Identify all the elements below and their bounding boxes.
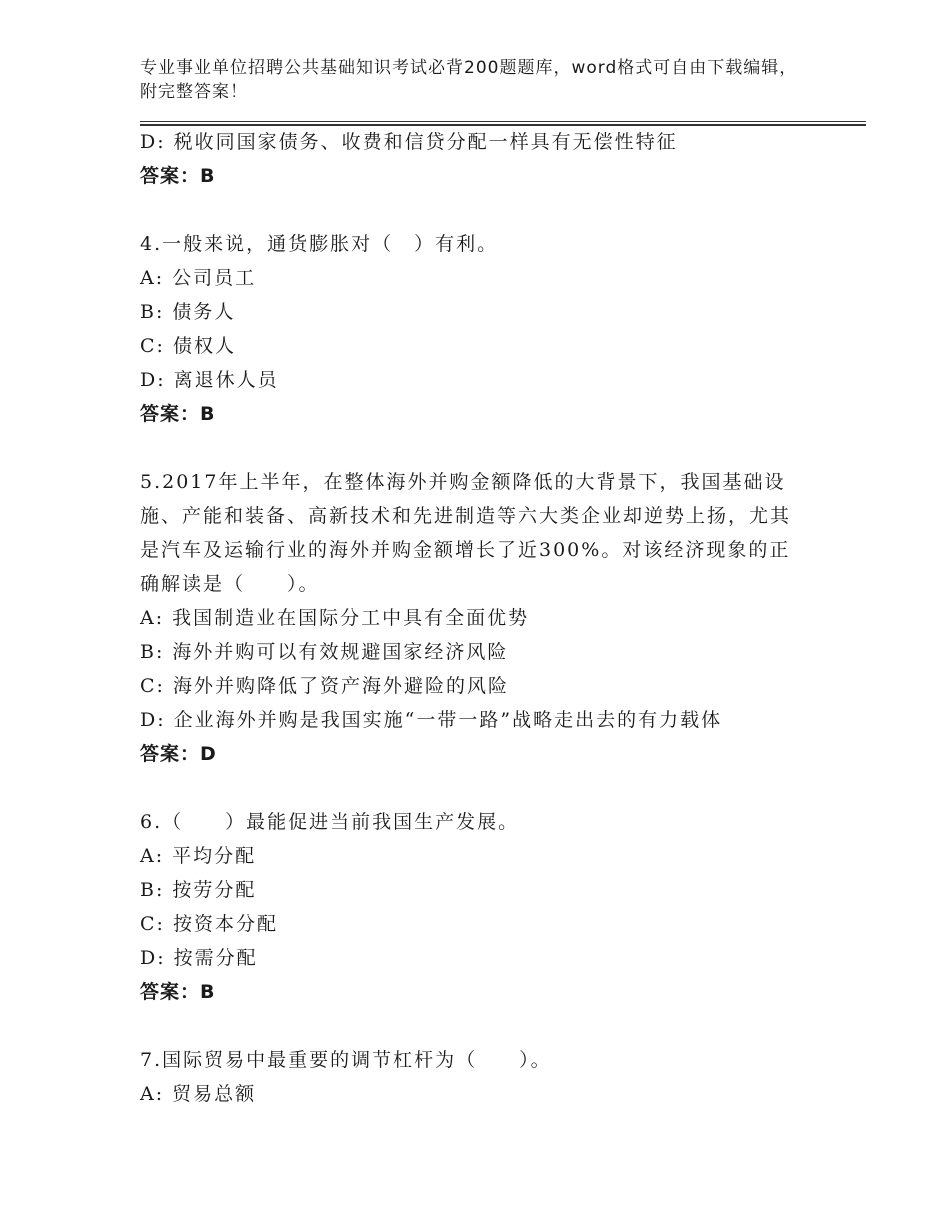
question-5-option-d: D: 企业海外并购是我国实施“一带一路”战略走出去的有力载体 <box>140 709 723 731</box>
question-6-option-d: D: 按需分配 <box>140 947 258 969</box>
page-header: 专业事业单位招聘公共基础知识考试必背200题题库，word格式可自由下载编辑，附完整答案！ <box>140 58 798 102</box>
question-3-answer: 答案：B <box>140 165 216 187</box>
question-7-stem: 7.国际贸易中最重要的调节杠杆为（ ）。 <box>140 1049 552 1071</box>
question-6-option-b: B: 按劳分配 <box>140 879 257 901</box>
question-6-option-c: C: 按资本分配 <box>140 913 278 935</box>
question-6-option-a: A: 平均分配 <box>140 845 257 867</box>
question-4-option-d: D: 离退休人员 <box>140 369 279 391</box>
question-4-stem: 4.一般来说，通货膨胀对（ ）有利。 <box>140 233 499 255</box>
question-6-answer: 答案：B <box>140 981 216 1003</box>
question-4-answer: 答案：B <box>140 403 216 425</box>
question-5-stem: 5.2017年上半年，在整体海外并购金额降低的大背景下，我国基础设施、产能和装备、高新技术和先进制造等六大类企业却逆势上扬，尤其是汽车及运输行业的海外并购金额增长了近300%。对该经济现象的正确解读是（ ）。 <box>140 471 792 595</box>
question-4-option-c: C: 债权人 <box>140 335 236 357</box>
question-6-stem: 6.（ ）最能促进当前我国生产发展。 <box>140 811 520 833</box>
question-4-option-a: A: 公司员工 <box>140 267 257 289</box>
header-rule-thin <box>140 121 866 122</box>
question-3-option-d: D: 税收同国家债务、收费和信贷分配一样具有无偿性特征 <box>140 131 678 153</box>
question-5-option-c: C: 海外并购降低了资产海外避险的风险 <box>140 675 509 697</box>
question-7-option-a: A: 贸易总额 <box>140 1083 257 1105</box>
question-content <box>140 125 820 1111</box>
question-5-option-a: A: 我国制造业在国际分工中具有全面优势 <box>140 607 530 629</box>
question-5-option-b: B: 海外并购可以有效规避国家经济风险 <box>140 641 509 663</box>
question-5-answer: 答案：D <box>140 743 217 765</box>
question-4-option-b: B: 债务人 <box>140 301 236 323</box>
